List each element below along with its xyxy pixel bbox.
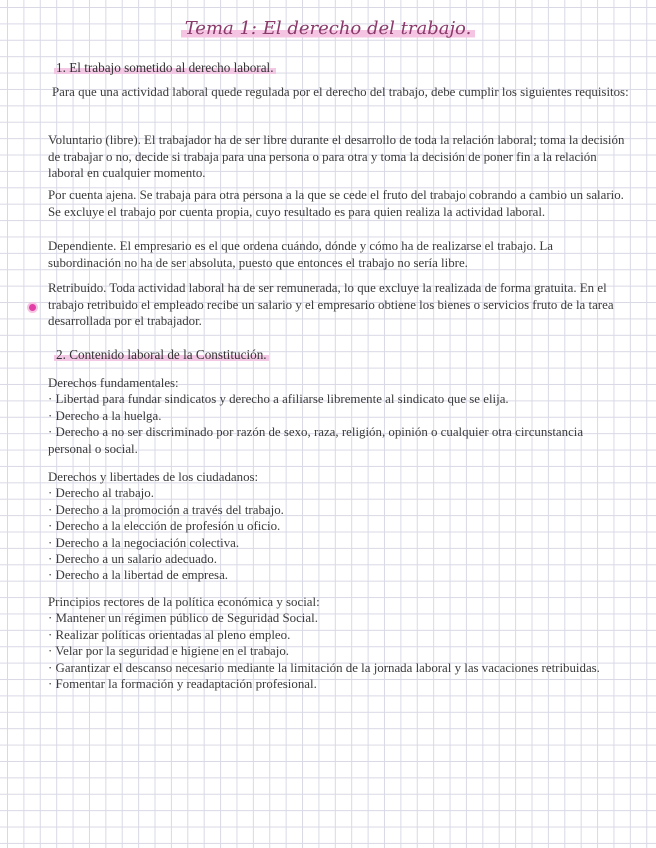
- list-item: · Mantener un régimen público de Seguridad Social.: [48, 611, 318, 626]
- list-item: · Derecho a la huelga.: [48, 408, 162, 423]
- list-item: · Derecho a la promoción a través del trabajo.: [48, 502, 284, 517]
- bullet-dot-icon: [29, 304, 36, 311]
- list-item: · Garantizar el descanso necesario mediante la limitación de la jornada laboral y las vacaciones retribuidas.: [48, 660, 600, 675]
- page-title: Tema 1: El derecho del trabajo.: [0, 18, 656, 39]
- list-item: · Realizar políticas orientadas al pleno empleo.: [48, 627, 291, 642]
- group-derechos-libertades: [48, 469, 628, 584]
- group-derechos-fundamentales: [48, 375, 628, 457]
- section-2-heading: 2. Contenido laboral de la Constitución.: [56, 347, 267, 362]
- group-title: Derechos y libertades de los ciudadanos:: [48, 470, 259, 484]
- requirement-voluntario: Voluntario (libre). El trabajador ha de ser libre durante el desarrollo de toda la relación laboral; toma la decisión de trabajar o no, decide si trabaja para una persona o para otra y toma la decisión de poner fin a la relación laboral en cualquier momento.: [48, 133, 625, 180]
- list-item: · Libertad para fundar sindicatos y derecho a afiliarse libremente al sindicato que se elija.: [48, 392, 509, 407]
- requirement-retribuido: Retribuido. Toda actividad laboral ha de ser remunerada, lo que excluye la realizada de forma gratuita. En el trabajo retribuido el empleado recibe un salario y el empresario obtiene los bienes o servicios fruto de la tarea desarrollada por el trabajador.: [48, 281, 614, 328]
- list-item: · Velar por la seguridad e higiene en el trabajo.: [48, 644, 290, 659]
- requirement-dependiente: Dependiente. El empresario es el que ordena cuándo, dónde y cómo ha de realizarse el trabajo. La subordinación no ha de ser absoluta, puesto que entonces el trabajo no sería libre.: [48, 239, 554, 270]
- section-1-intro: Para que una actividad laboral quede regulada por el derecho del trabajo, debe cumplir los siguientes requisitos:: [52, 85, 629, 99]
- section-1-heading: 1. El trabajo sometido al derecho laboral.: [56, 60, 274, 75]
- group-title: Principios rectores de la política económica y social:: [48, 595, 320, 609]
- list-item: · Derecho a no ser discriminado por razón de sexo, raza, religión, opinión o cualquier otra circunstancia personal o social.: [48, 425, 584, 456]
- group-principios-rectores: [48, 594, 628, 692]
- list-item: · Derecho al trabajo.: [48, 486, 154, 501]
- group-title: Derechos fundamentales:: [48, 376, 179, 390]
- requirement-cuenta-ajena: Por cuenta ajena. Se trabaja para otra persona a la que se cede el fruto del trabajo cobrando a cambio un salario. Se excluye el trabajo por cuenta propia, cuyo resultado es para quien realiza la actividad laboral.: [48, 188, 624, 219]
- list-item: · Fomentar la formación y readaptación profesional.: [48, 677, 317, 692]
- list-item: · Derecho a la libertad de empresa.: [48, 568, 229, 583]
- list-item: · Derecho a la elección de profesión u oficio.: [48, 519, 281, 534]
- list-item: · Derecho a la negociación colectiva.: [48, 535, 240, 550]
- list-item: · Derecho a un salario adecuado.: [48, 552, 217, 567]
